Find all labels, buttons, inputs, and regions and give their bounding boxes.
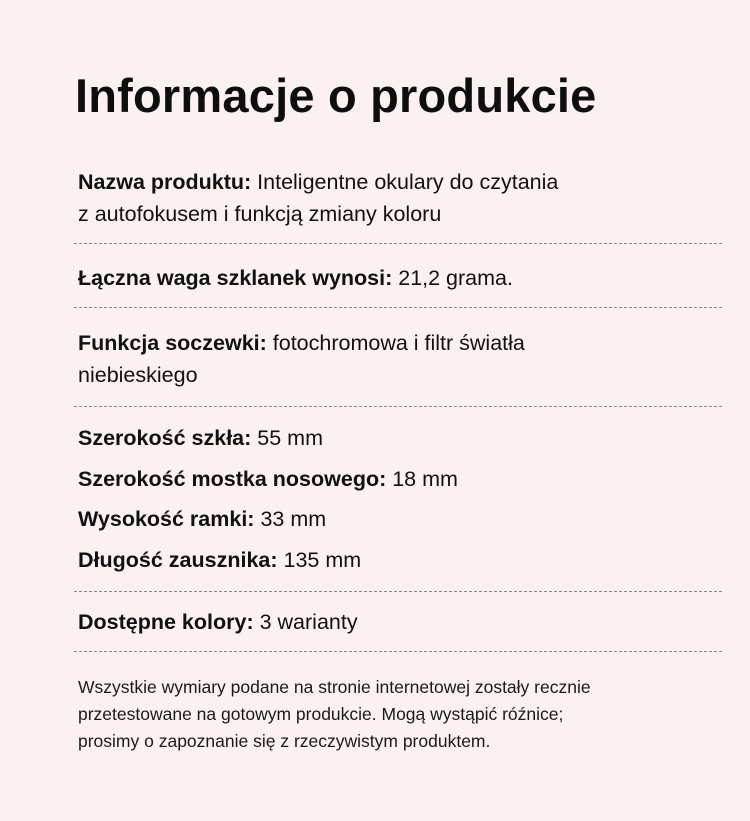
- divider: [74, 243, 722, 244]
- spec-row: [78, 459, 698, 500]
- spec-label: Wysokość ramki:: [78, 507, 261, 531]
- product-name-line1: [78, 166, 698, 198]
- divider: [74, 406, 722, 407]
- divider: [74, 307, 722, 308]
- divider: [74, 591, 722, 592]
- weight-label: Łączna waga szklanek wynosi:: [78, 266, 399, 290]
- spec-value: 135 mm: [283, 547, 362, 572]
- weight-value: 21,2 grama.: [398, 266, 513, 290]
- page-title: Informacje o produkcie: [75, 69, 597, 122]
- note-line: prosimy o zapoznanie się z rzeczywistym produktem.: [78, 731, 491, 751]
- spec-row: [78, 499, 698, 540]
- weight-section: [78, 262, 698, 294]
- lens-function-value-line1: fotochromowa i filtr światła: [272, 331, 525, 355]
- dimensions-section: [78, 418, 698, 580]
- disclaimer-note: [78, 674, 708, 755]
- divider: [74, 651, 722, 652]
- spec-row: [78, 540, 698, 581]
- spec-value: 55 mm: [257, 426, 323, 450]
- lens-function-value-line2: niebieskiego: [78, 363, 198, 387]
- product-name-section: [78, 166, 698, 230]
- colors-section: [78, 606, 698, 638]
- spec-label: Długość zausznika:: [78, 547, 284, 572]
- weight-line: [78, 262, 698, 294]
- spec-value: 18 mm: [392, 466, 458, 491]
- spec-label: Szerokość mostka nosowego:: [78, 466, 393, 491]
- product-name-value-line2: z autofokusem i funkcją zmiany koloru: [78, 202, 442, 226]
- colors-value: 3 warianty: [259, 610, 358, 634]
- colors-label: Dostępne kolory:: [78, 610, 260, 634]
- note-line: Wszystkie wymiary podane na stronie internetowej zostały recznie: [78, 677, 591, 697]
- spec-label: Szerokość szkła:: [78, 426, 258, 450]
- product-name-label: Nazwa produktu:: [78, 170, 258, 194]
- spec-row: [78, 418, 698, 459]
- note-line: przetestowane na gotowym produkcie. Mogą wystąpić róźnice;: [78, 704, 564, 724]
- lens-function-line1: [78, 327, 698, 359]
- product-name-value-line1: Inteligentne okulary do czytania: [257, 170, 559, 194]
- spec-value: 33 mm: [260, 507, 327, 531]
- colors-line: [78, 606, 698, 638]
- lens-function-section: [78, 327, 698, 391]
- lens-function-label: Funkcja soczewki:: [78, 331, 273, 355]
